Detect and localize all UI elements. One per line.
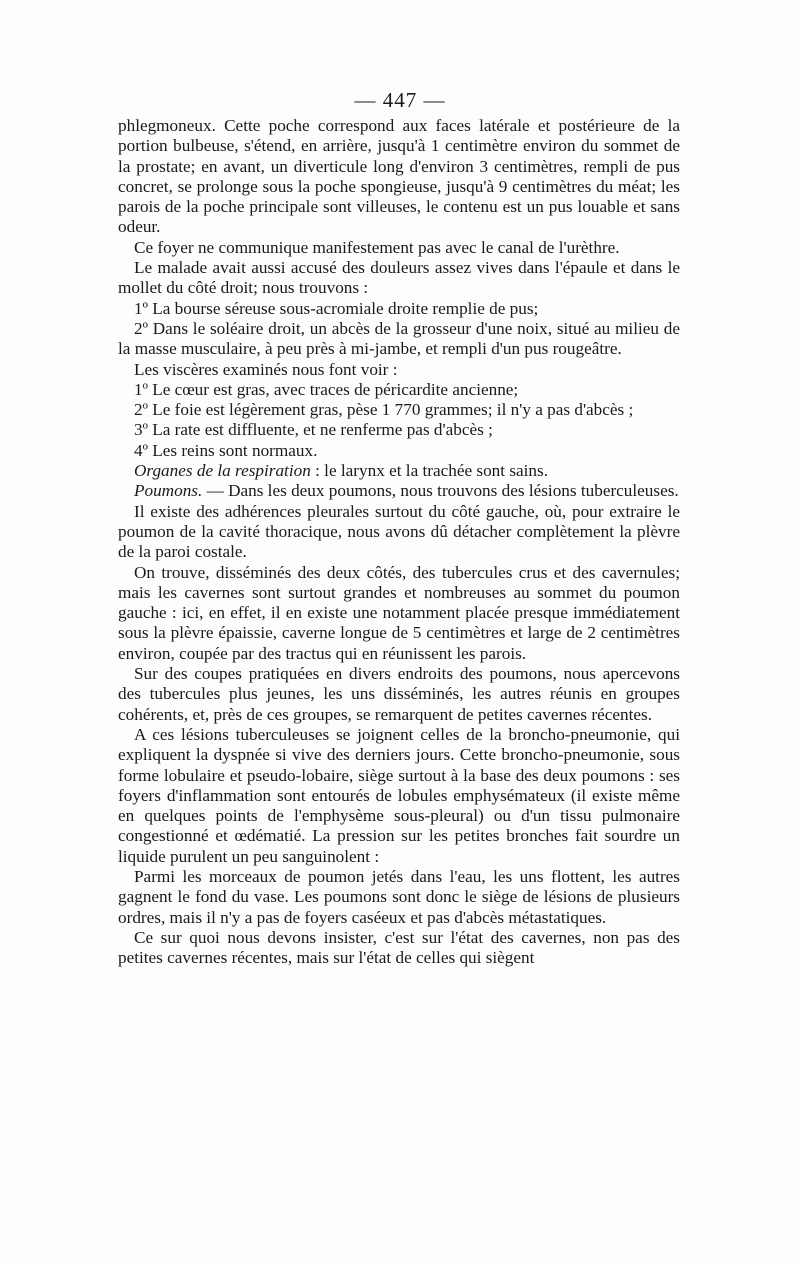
paragraph-text: 2º Le foie est légèrement gras, pèse 1 770 grammes; il n'y a pas d'abcès ; [134,400,634,420]
paragraph-text: Le malade avait aussi accusé des douleurs assez vives dans l'épaule et dans le mollet du côté droit; nous trouvons : [118,258,680,298]
paragraph [118,380,680,400]
paragraph [118,258,680,299]
paragraph-text: : le larynx et la trachée sont sains. [310,461,549,481]
paragraph [118,400,680,420]
paragraph [118,928,680,969]
body-text [118,116,680,968]
paragraph [118,867,680,928]
paragraph-text: 4º Les reins sont normaux. [134,440,318,460]
paragraph-text: Ce foyer ne communique manifestement pas avec le canal de l'urèthre. [134,237,620,257]
paragraph [118,481,680,501]
paragraph-text: A ces lésions tuberculeuses se joignent celles de la broncho-pneumonie, qui expliquent la dyspnée si vive des derniers jours. Cette broncho-pneumonie, sous forme lobulaire et pseudo-lobaire, siège surtout à la base des deux poumons : ses foyers d'inflammation sont entourés de lobules emphysémateux (il existe même en quelques points de l'emphysème sous-pleural) ou d'un tissu pulmonaire congestionné et œdématié. La pression sur les petites bronches fait sourdre un liquide purulent un peu sanguinolent : [118,724,680,866]
paragraph-text: 1º La bourse séreuse sous-acromiale droite remplie de pus; [134,298,539,318]
page-number: — 447 — [354,88,446,112]
paragraph [118,441,680,461]
paragraph-text: Parmi les morceaux de poumon jetés dans l'eau, les uns flottent, les autres gagnent le fond du vase. Les poumons sont donc le siège de lésions de plusieurs ordres, mais il n'y a pas de foyers caséeux et pas d'abcès métastatiques. [118,866,680,927]
paragraph [118,238,680,258]
paragraph [118,461,680,481]
paragraph-text: Les viscères examinés nous font voir : [134,359,398,379]
paragraph-text: 1º Le cœur est gras, avec traces de péricardite ancienne; [134,379,519,399]
paragraph-text: — Dans les deux poumons, nous trouvons des lésions tuberculeuses. [202,481,679,501]
paragraph-text: phlegmoneux. Cette poche correspond aux faces latérale et postérieure de la portion bulbeuse, s'étend, en arrière, jusqu'à 1 centimètre environ du sommet de la prostate; en avant, un diverticule long d'environ 3 centimètres, rempli de pus concret, se prolonge sous la poche spongieuse, jusqu'à 9 centimètres du méat; les parois de la poche principale sont villeuses, le contenu est un pus louable et sans odeur. [118,116,680,237]
paragraph [118,502,680,563]
paragraph-text: On trouve, disséminés des deux côtés, des tubercules crus et des cavernules; mais les cavernes sont surtout grandes et nombreuses au sommet du poumon gauche : ici, en effet, il en existe une notamment placée presque immédiatement sous la plèvre épaissie, caverne longue de 5 centimètres et large de 2 centimètres environ, coupée par des tractus qui en réunissent les parois. [118,562,680,663]
paragraph-text: Sur des coupes pratiquées en divers endroits des poumons, nous apercevons des tubercules plus jeunes, les uns disséminés, les autres réunis en groupes cohérents, et, près de ces groupes, se remarquent de petites cavernes récentes. [118,664,680,724]
paragraph [118,299,680,319]
paragraph-text: 3º La rate est diffluente, et ne renferme pas d'abcès ; [134,420,493,440]
paragraph-text: Ce sur quoi nous devons insister, c'est sur l'état des cavernes, non pas des petites cavernes récentes, mais sur l'état de celles qui siègent [118,927,680,968]
paragraph [118,563,680,664]
paragraph [118,319,680,360]
paragraph [118,664,680,725]
paragraph [118,360,680,380]
italic-heading: Organes de la respiration [134,461,311,481]
paragraph-text: 2º Dans le soléaire droit, un abcès de la grosseur d'une noix, situé au milieu de la masse musculaire, à peu près à mi-jambe, et rempli d'un pus rougeâtre. [118,318,680,359]
paragraph [118,420,680,440]
paragraph [118,116,680,238]
paragraph-text: Il existe des adhérences pleurales surtout du côté gauche, où, pour extraire le poumon de la cavité thoracique, nous avons dû détacher complètement la plèvre de la paroi costale. [118,501,680,562]
italic-heading: Poumons. [134,481,203,501]
paragraph [118,725,680,867]
